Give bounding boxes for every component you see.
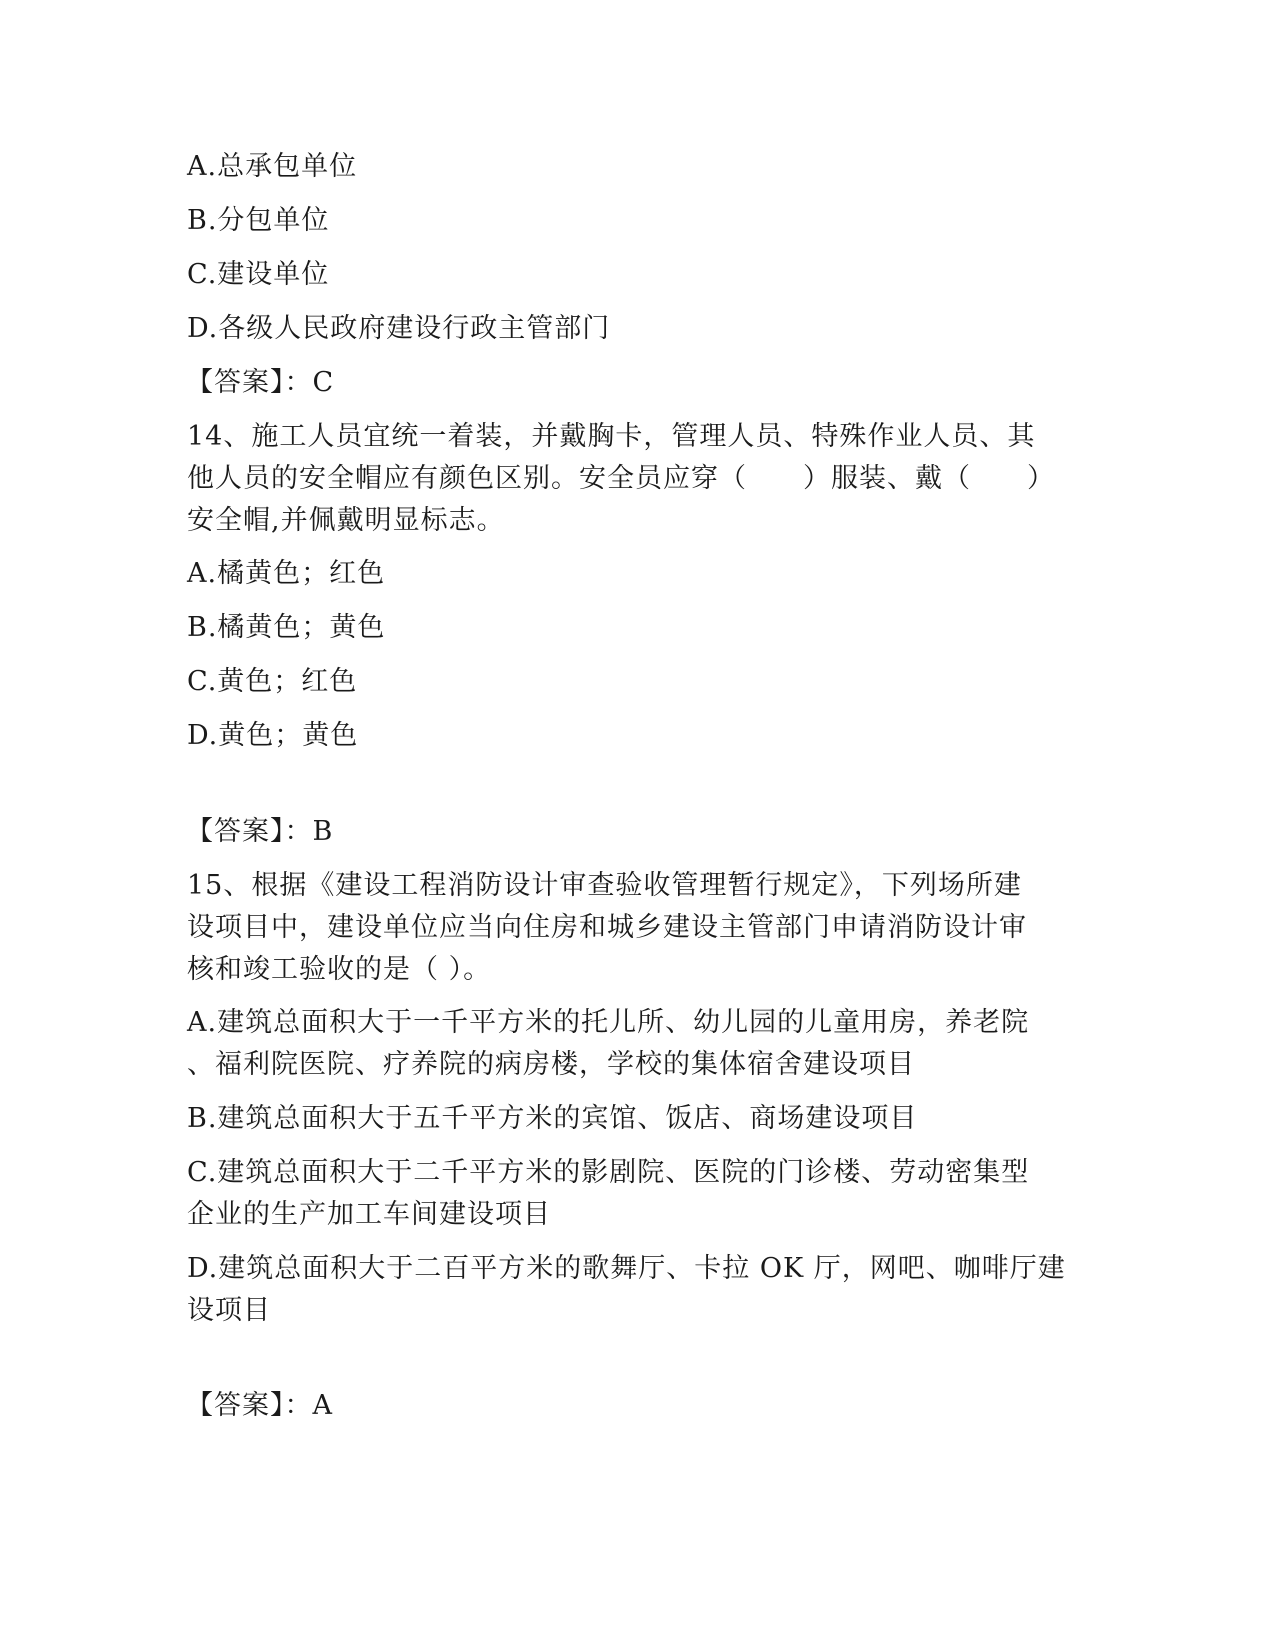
q13-option-d: D.各级人民政府建设行政主管部门 [187,313,611,344]
q15-option-c-line-1: C.建筑总面积大于二千平方米的影剧院、医院的门诊楼、劳动密集型 [187,1157,1030,1188]
q15-question-line-3: 核和竣工验收的是（ ）。 [187,954,492,985]
q15-question-line-2: 设项目中，建设单位应当向住房和城乡建设主管部门申请消防设计审 [187,912,1027,943]
q13-option-c: C.建设单位 [187,259,330,290]
q15-option-b: B.建筑总面积大于五千平方米的宾馆、饭店、商场建设项目 [187,1103,918,1134]
q15-option-a-line-1: A.建筑总面积大于一千平方米的托儿所、幼儿园的儿童用房，养老院 [187,1007,1030,1038]
q15-option-d-line-2: 设项目 [187,1295,271,1326]
q14-option-d: D.黄色；黄色 [187,720,359,751]
q14-answer: 【答案】：B [186,816,334,847]
q15-answer: 【答案】：A [186,1390,333,1421]
q15-question-line-1: 15、根据《建设工程消防设计审查验收管理暂行规定》，下列场所建 [187,870,1022,901]
q14-question-line-3: 安全帽,并佩戴明显标志。 [187,505,505,536]
q15-option-a-line-2: 、福利院医院、疗养院的病房楼，学校的集体宿舍建设项目 [187,1049,915,1080]
q13-option-a: A.总承包单位 [187,151,358,182]
q14-question-line-1: 14、施工人员宜统一着装，并戴胸卡，管理人员、特殊作业人员、其 [187,421,1036,452]
q14-option-a: A.橘黄色；红色 [187,558,386,589]
q13-option-b: B.分包单位 [187,205,330,236]
q14-option-c: C.黄色；红色 [187,666,358,697]
q15-option-d-line-1: D.建筑总面积大于二百平方米的歌舞厅、卡拉 OK 厅，网吧、咖啡厅建 [187,1253,1066,1284]
q14-option-b: B.橘黄色；黄色 [187,612,386,643]
q15-option-c-line-2: 企业的生产加工车间建设项目 [187,1199,551,1230]
q13-answer: 【答案】：C [186,367,335,398]
q14-question-line-2: 他人员的安全帽应有颜色区别。安全员应穿（ ）服装、戴（ ） [187,463,1055,494]
